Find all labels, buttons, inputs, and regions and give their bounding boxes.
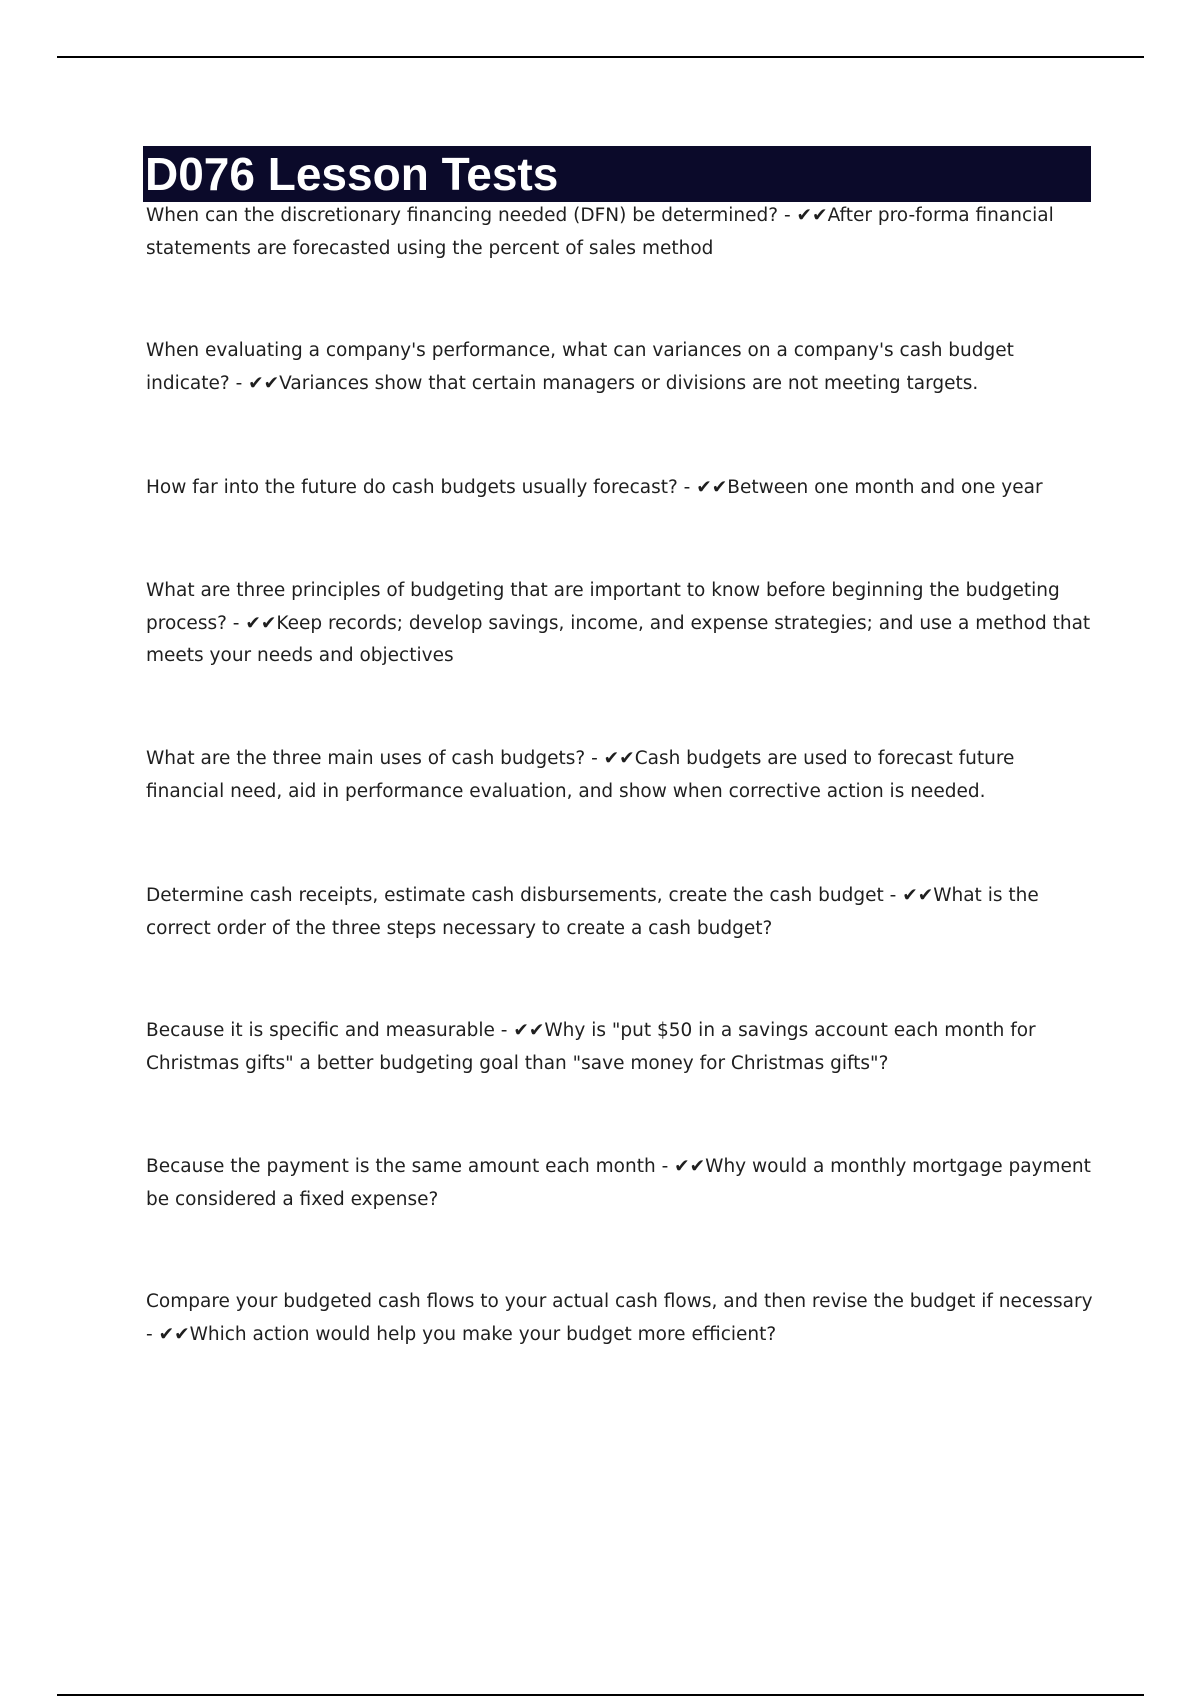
double-check-icon: ✔✔ — [696, 477, 728, 498]
separator: - — [778, 205, 797, 226]
separator: - — [883, 885, 903, 906]
answer-text: What is the correct order of the three steps necessary to create a cash budget? — [146, 885, 1039, 939]
separator: - — [585, 748, 604, 769]
double-check-icon: ✔✔ — [796, 205, 828, 226]
question-text: Determine cash receipts, estimate cash disbursements, create the cash budget — [146, 885, 884, 906]
question-text: How far into the future do cash budgets usually forecast? — [146, 477, 678, 498]
qa-item-5 — [146, 743, 1096, 808]
answer-text: Between one month and one year — [727, 477, 1043, 498]
answer-text: Cash budgets are used to forecast future financial need, aid in performance evaluation, and show when corrective action is needed. — [146, 748, 1015, 802]
question-text: Compare your budgeted cash flows to your actual cash flows, and then revise the budget if necessary — [146, 1291, 1093, 1312]
double-check-icon: ✔✔ — [603, 748, 635, 769]
answer-text: Variances show that certain managers or divisions are not meeting targets. — [279, 372, 979, 394]
qa-item-3 — [146, 472, 1096, 505]
question-text: When can the discretionary financing needed (DFN) be determined? — [146, 205, 779, 226]
qa-item-8 — [146, 1151, 1096, 1216]
question-text: Because the payment is the same amount each month — [146, 1156, 656, 1177]
qa-item-9 — [146, 1286, 1096, 1351]
double-check-icon: ✔✔ — [158, 1323, 190, 1345]
separator: - — [655, 1156, 675, 1177]
answer-text: Keep records; develop savings, income, and expense strategies; and use a method that meets your needs and objectives — [146, 612, 1091, 666]
separator: - — [494, 1020, 514, 1041]
separator: - — [677, 477, 697, 498]
separator: - — [226, 612, 246, 634]
qa-item-2 — [146, 335, 1096, 400]
footer-rule — [57, 1694, 1144, 1696]
answer-text: Why would a monthly mortgage payment be considered a fixed expense? — [146, 1156, 1091, 1210]
question-text: What are three principles of budgeting that are important to know before beginning the budgeting process? — [146, 580, 1060, 634]
question-text: What are the three main uses of cash budgets? — [146, 748, 586, 769]
double-check-icon: ✔✔ — [902, 885, 934, 906]
answer-text: Why is "put $50 in a savings account each month for Christmas gifts" a better budgeting goal than "save money for Christmas gifts"? — [146, 1020, 1036, 1074]
qa-item-4 — [146, 575, 1096, 673]
qa-item-6 — [146, 880, 1096, 945]
double-check-icon: ✔✔ — [245, 612, 277, 634]
answer-text: Which action would help you make your budget more efficient? — [189, 1323, 777, 1345]
separator: - — [146, 1323, 159, 1345]
answer-text: After pro-forma financial statements are forecasted using the percent of sales method — [146, 205, 1054, 259]
qa-item-7 — [146, 1015, 1096, 1080]
qa-item-1 — [146, 200, 1096, 265]
page-title: D076 Lesson Tests — [145, 148, 559, 200]
header-rule — [57, 56, 1144, 58]
double-check-icon: ✔✔ — [674, 1156, 706, 1177]
separator: - — [229, 372, 249, 394]
double-check-icon: ✔✔ — [248, 372, 280, 394]
question-text: When evaluating a company's performance, what can variances on a company's cash budget indicate? — [146, 340, 1014, 394]
double-check-icon: ✔✔ — [513, 1020, 545, 1041]
question-text: Because it is specific and measurable — [146, 1020, 495, 1041]
title-banner — [143, 146, 1091, 202]
